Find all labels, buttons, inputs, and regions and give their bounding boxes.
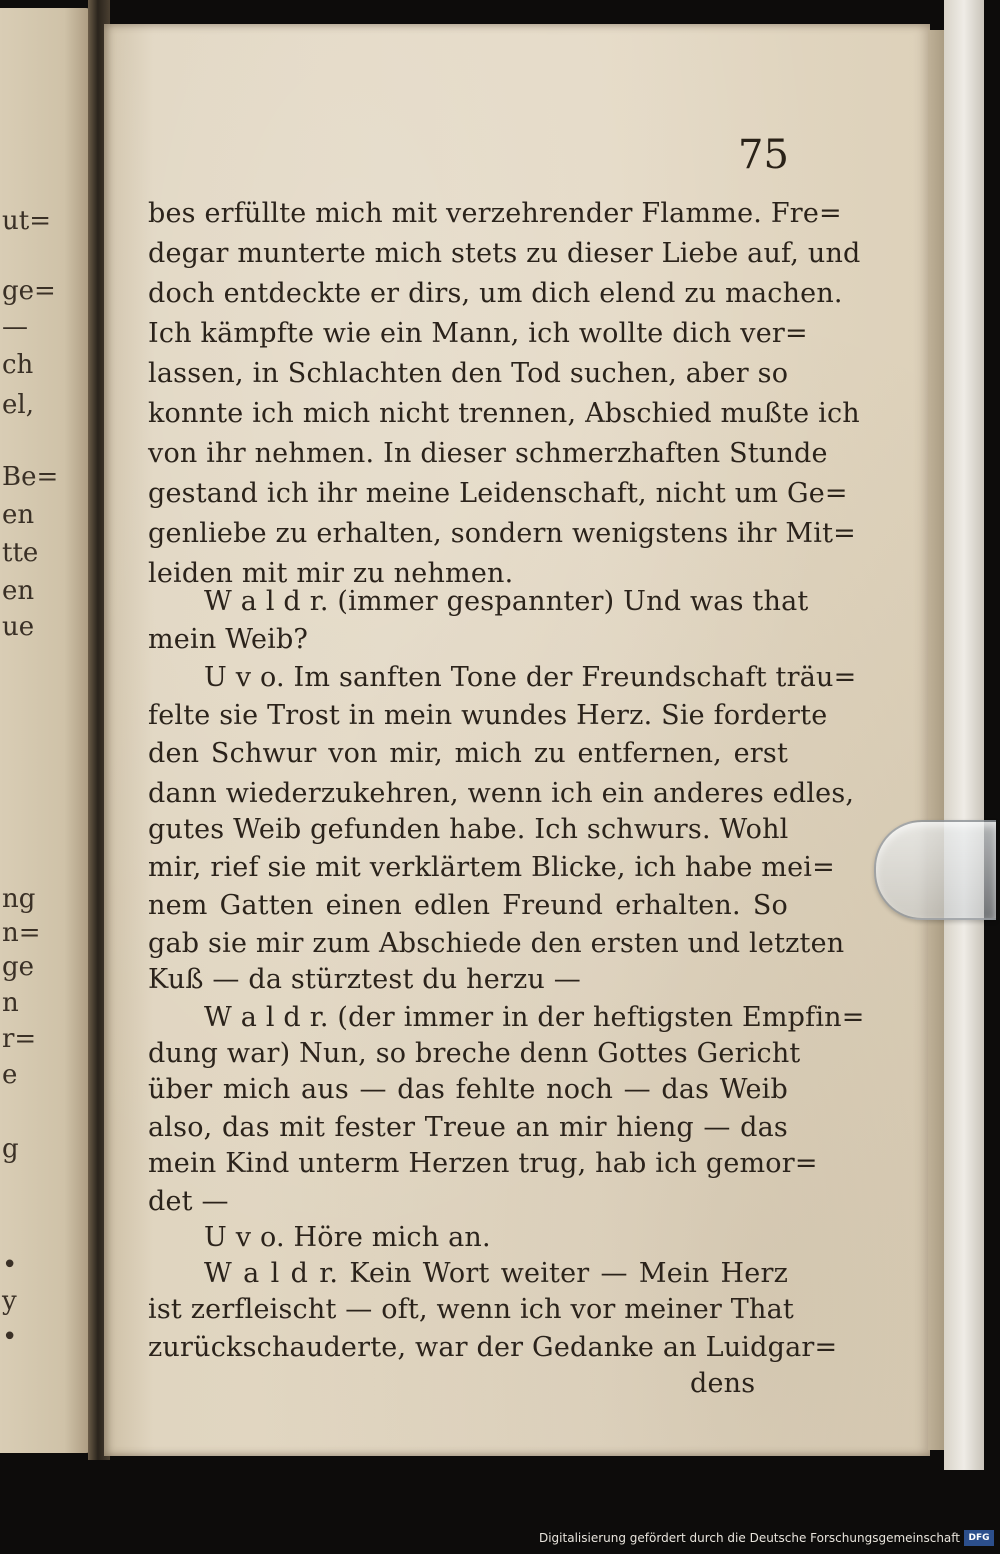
text-line: gutes Weib gefunden habe. Ich schwurs. Wohl — [148, 814, 789, 845]
text-line: von ihr nehmen. In dieser schmerzhaften Stunde — [148, 438, 828, 469]
text-line: det — — [148, 1186, 229, 1217]
text-line: über mich aus — das fehlte noch — das Weib — [148, 1074, 788, 1105]
left-page-fragment: • — [2, 1250, 18, 1280]
text-line: felte sie Trost in mein wundes Herz. Sie forderte — [148, 700, 828, 731]
text-line: bes erfüllte mich mit verzehrender Flamme. Fre= — [148, 198, 842, 229]
left-page-fragment: g — [2, 1134, 19, 1164]
text-line: mein Weib? — [148, 624, 309, 655]
text-line: gestand ich ihr meine Leidenschaft, nicht um Ge= — [148, 478, 848, 509]
speaker-line: W a l d r. (der immer in der heftigsten Empfin= — [204, 1002, 865, 1033]
previous-page — [0, 8, 92, 1453]
footer-bar — [0, 1528, 1000, 1554]
text-line: dann wiederzukehren, wenn ich ein anderes edles, — [148, 778, 855, 809]
left-page-fragment: n= — [2, 918, 41, 948]
speaker-line: W a l d r. (immer gespannter) Und was that — [204, 586, 809, 617]
text-line: dung war) Nun, so breche denn Gottes Gericht — [148, 1038, 801, 1069]
catchword: dens — [690, 1368, 756, 1399]
funding-credit: Digitalisierung gefördert durch die Deutsche Forschungsgemeinschaft — [538, 1531, 960, 1545]
text-line: doch entdeckte er dirs, um dich elend zu machen. — [148, 278, 843, 309]
left-page-fragment: en — [2, 576, 35, 606]
text-line: ist zerfleischt — oft, wenn ich vor meiner That — [148, 1294, 794, 1325]
left-page-fragment: y — [2, 1286, 17, 1316]
left-page-fragment: ch — [2, 350, 34, 380]
text-line: Kuß — da stürztest du herzu — — [148, 964, 582, 995]
text-line: gab sie mir zum Abschiede den ersten und letzten — [148, 928, 845, 959]
dfg-logo: DFG — [964, 1530, 994, 1546]
left-page-fragment: tte — [2, 538, 39, 568]
left-page-fragment: • — [2, 1322, 18, 1352]
text-line: Ich kämpfte wie ein Mann, ich wollte dich ver= — [148, 318, 808, 349]
text-line: also, das mit fester Treue an mir hieng — das — [148, 1112, 788, 1143]
speaker-line: U v o. Höre mich an. — [204, 1222, 491, 1253]
left-page-fragment: n — [2, 988, 19, 1018]
left-page-fragment: Be= — [2, 462, 59, 492]
left-page-fragment: ge= — [2, 276, 56, 306]
text-line: genliebe zu erhalten, sondern wenigstens ihr Mit= — [148, 518, 856, 549]
page-number: 75 — [738, 132, 789, 178]
text-line: mein Kind unterm Herzen trug, hab ich gemor= — [148, 1148, 818, 1179]
speaker-line: W a l d r. Kein Wort weiter — Mein Herz — [204, 1258, 788, 1289]
left-page-fragment: — — [2, 312, 28, 342]
text-line: zurückschauderte, war der Gedanke an Luidgar= — [148, 1332, 838, 1363]
left-page-fragment: ng — [2, 884, 36, 914]
left-page-fragment: ut= — [2, 206, 51, 236]
text-line: mir, rief sie mit verklärtem Blicke, ich habe mei= — [148, 852, 835, 883]
text-line: leiden mit mir zu nehmen. — [148, 558, 514, 589]
text-line: konnte ich mich nicht trennen, Abschied mußte ich — [148, 398, 860, 429]
text-line: lassen, in Schlachten den Tod suchen, aber so — [148, 358, 789, 389]
scanner-board — [944, 0, 984, 1470]
text-line: den Schwur von mir, mich zu entfernen, erst — [148, 738, 788, 769]
left-page-fragment: ge — [2, 952, 35, 982]
left-page-fragment: e — [2, 1060, 18, 1090]
left-page-fragment: en — [2, 500, 35, 530]
left-page-fragment: ue — [2, 612, 35, 642]
page-clip — [874, 820, 996, 920]
speaker-line: U v o. Im sanften Tone der Freundschaft träu= — [204, 662, 857, 693]
left-page-fragment: r= — [2, 1024, 37, 1054]
text-line: degar munterte mich stets zu dieser Liebe auf, und — [148, 238, 861, 269]
text-line: nem Gatten einen edlen Freund erhalten. So — [148, 890, 788, 921]
left-page-fragment: el, — [2, 390, 34, 420]
